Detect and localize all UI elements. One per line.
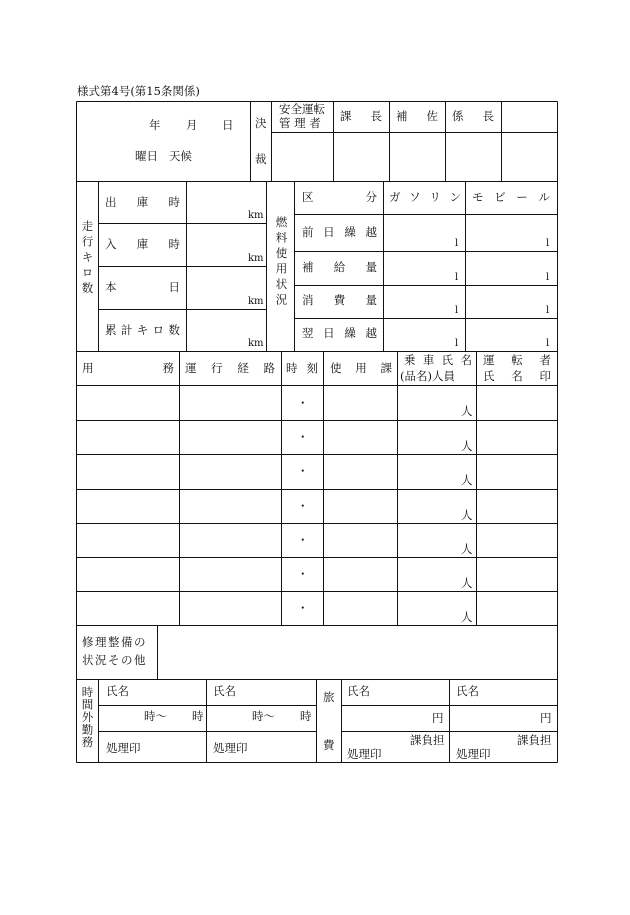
travel-yen-unit: 円 — [540, 711, 552, 725]
fuel-row-supply-label: 補 給 量 — [302, 260, 377, 274]
travel-stamp-label: 処理印 — [456, 747, 491, 761]
log-header-driver-line1: 運 転 者 — [483, 353, 551, 367]
log-header-passengers-line2: (品名)人員 — [400, 369, 455, 383]
log-row-people-unit: 人 — [461, 439, 473, 453]
overtime-time-from: 時〜 — [252, 709, 275, 723]
fuel-row-carryover-gas-unit: l — [455, 238, 459, 249]
log-row-time-separator: ・ — [297, 533, 309, 547]
date-weather-label: 天候 — [169, 149, 192, 163]
date-day-label: 日 — [222, 118, 234, 132]
travel-side-label-bottom: 費 — [323, 738, 335, 752]
safety-manager-line1: 安全運転 — [279, 102, 325, 116]
assistant-header: 補 佐 — [396, 109, 438, 123]
overtime-name-label: 氏名 — [106, 684, 129, 698]
log-header-route: 運 行 経 路 — [185, 361, 275, 375]
maintenance-label-line2: 状況その他 — [82, 653, 147, 667]
subsection-chief-header: 係 長 — [452, 109, 494, 123]
travel-name-label: 氏名 — [456, 684, 479, 698]
overtime-time-to: 時 — [192, 709, 204, 723]
travel-burden-label: 課負担 — [410, 733, 445, 747]
travel-name-label: 氏名 — [347, 684, 370, 698]
overtime-stamp-label: 処理印 — [213, 741, 248, 755]
fuel-row-supply-oil-unit: l — [546, 272, 550, 283]
fuel-row-carryover-label: 前 日 繰 越 — [302, 225, 377, 239]
overtime-side-label: 時間外勤務 — [80, 686, 95, 749]
fuel-header-mobil: モ ビ ー ル — [472, 190, 550, 204]
log-row-people-unit: 人 — [461, 404, 473, 418]
overtime-name-label: 氏名 — [213, 684, 236, 698]
fuel-row-supply-gas-unit: l — [455, 272, 459, 283]
mileage-row-total-unit: km — [248, 338, 264, 349]
maintenance-label-line1: 修理整備の — [82, 635, 147, 649]
safety-manager-line2: 管 理 者 — [279, 116, 321, 130]
log-header-time: 時 刻 — [286, 361, 318, 375]
mileage-side-label: 走行キロ数 — [80, 220, 95, 298]
fuel-row-nextday-label: 翌 日 繰 越 — [302, 326, 377, 340]
overtime-time-from: 時〜 — [144, 709, 167, 723]
mileage-row-today-unit: km — [248, 296, 264, 307]
log-header-driver-line2: 氏 名 印 — [483, 369, 551, 383]
approval-label-top: 決 — [255, 116, 267, 130]
fuel-row-nextday-gas-unit: l — [455, 338, 459, 349]
travel-stamp-label: 処理印 — [347, 747, 382, 761]
date-year-label: 年 — [149, 118, 161, 132]
fuel-row-carryover-oil-unit: l — [546, 238, 550, 249]
mileage-row-total-label: 累 計 キ ロ 数 — [105, 323, 180, 337]
mileage-row-in-label: 入 庫 時 — [105, 237, 180, 251]
log-header-passengers-line1: 乗 車 氏 名 — [404, 353, 472, 367]
fuel-row-consumption-oil-unit: l — [546, 305, 550, 316]
log-row-people-unit: 人 — [461, 576, 473, 590]
travel-burden-label: 課負担 — [517, 733, 552, 747]
log-row-time-separator: ・ — [297, 396, 309, 410]
travel-side-label-top: 旅 — [323, 690, 335, 704]
section-chief-header: 課 長 — [340, 109, 382, 123]
log-row-time-separator: ・ — [297, 464, 309, 478]
travel-yen-unit: 円 — [432, 711, 444, 725]
fuel-row-nextday-oil-unit: l — [546, 338, 550, 349]
log-row-time-separator: ・ — [297, 499, 309, 513]
mileage-row-in-unit: km — [248, 253, 264, 264]
mileage-row-out-unit: km — [248, 210, 264, 221]
mileage-row-today-label: 本 日 — [105, 280, 180, 294]
log-row-time-separator: ・ — [297, 430, 309, 444]
log-header-user-section: 使 用 課 — [330, 361, 392, 375]
form-number: 様式第4号(第15条関係) — [77, 84, 200, 98]
overtime-stamp-label: 処理印 — [106, 741, 141, 755]
fuel-side-label: 燃料使用状況 — [274, 216, 289, 309]
log-row-time-separator: ・ — [297, 601, 309, 615]
mileage-row-out-label: 出 庫 時 — [105, 195, 180, 209]
log-row-people-unit: 人 — [461, 542, 473, 556]
log-row-people-unit: 人 — [461, 508, 473, 522]
date-weekday-label: 曜日 — [135, 149, 158, 163]
fuel-row-consumption-label: 消 費 量 — [302, 293, 377, 307]
overtime-time-to: 時 — [300, 709, 312, 723]
date-month-label: 月 — [186, 118, 198, 132]
log-row-people-unit: 人 — [461, 610, 473, 624]
approval-label-bottom: 裁 — [255, 152, 267, 166]
fuel-header-category: 区 分 — [302, 190, 377, 204]
fuel-header-gasoline: ガ ソ リ ン — [389, 190, 461, 204]
log-row-people-unit: 人 — [461, 473, 473, 487]
fuel-row-consumption-gas-unit: l — [455, 305, 459, 316]
log-header-business: 用 務 — [82, 361, 174, 375]
log-row-time-separator: ・ — [297, 567, 309, 581]
